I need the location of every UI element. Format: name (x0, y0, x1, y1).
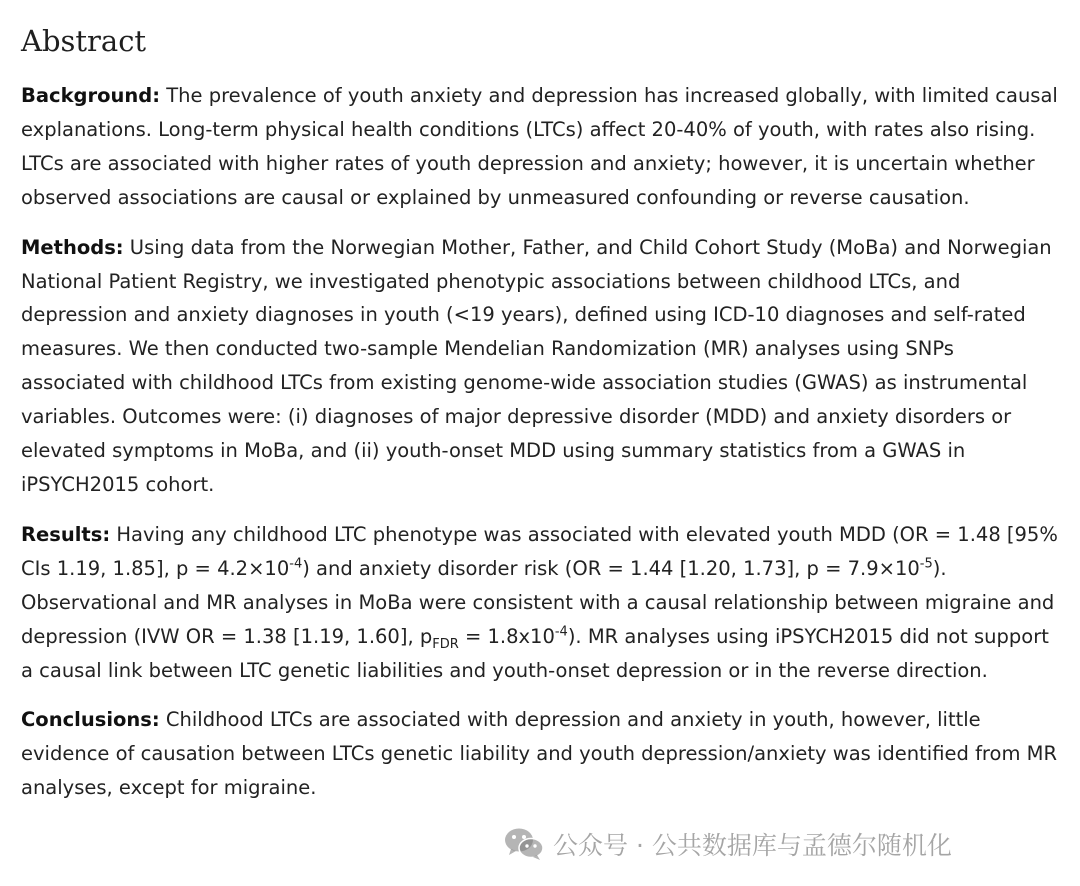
results-text-1: Having any childhood LTC phenotype was associated with elevated youth MDD (OR = 1.48 [95% CIs 1.19, 1.85], p = 4.2×10 (21, 522, 1058, 580)
results-paragraph (21, 518, 1061, 688)
methods-paragraph (21, 231, 1061, 502)
background-label: Background: (21, 84, 161, 107)
results-text-3: ). Observational and MR analyses in MoBa were consistent with a causal relationship between migraine and depression (IVW OR = 1.38 [1.19, 1.60], p (21, 556, 1055, 648)
results-text-4: = 1.8x10 (458, 624, 555, 648)
methods-text: Using data from the Norwegian Mother, Father, and Child Cohort Study (MoBa) and Norwegian National Patient Registry, we investigated phenotypic associations between childhood LTCs, and depression and anxiety diagnoses in youth (<19 years), defined using ICD-10 diagnoses and self-rated measures. We then conducted two-sample Mendelian Randomization (MR) analyses using SNPs associated with childhood LTCs from existing genome-wide association studies (GWAS) as instrumental variables. Outcomes were: (i) diagnoses of major depressive disorder (MDD) and anxiety disorders or elevated symptoms in MoBa, and (ii) youth-onset MDD using summary statistics from a GWAS in iPSYCH2015 cohort. (21, 235, 1052, 496)
watermark (503, 822, 952, 866)
results-exponent-2: -5 (919, 556, 933, 572)
background-paragraph (21, 79, 1061, 215)
abstract-section (21, 0, 1061, 805)
results-exponent-1: -4 (289, 556, 303, 572)
conclusions-paragraph (21, 703, 1061, 805)
results-text-5: ). MR analyses using iPSYCH2015 did not support a causal link between LTC genetic liabilities and youth-onset depression or in the reverse direction. (21, 624, 1049, 682)
results-subscript-fdr: FDR (432, 636, 459, 652)
results-text-2: ) and anxiety disorder risk (OR = 1.44 [1.20, 1.73], p = 7.9×10 (302, 556, 920, 580)
background-text: The prevalence of youth anxiety and depression has increased globally, with limited causal explanations. Long-term physical health conditions (LTCs) affect 20-40% of youth, with rates also rising. LTCs are associated with higher rates of youth depression and anxiety; however, it is uncertain whether observed associations are causal or explained by unmeasured confounding or reverse causation. (21, 84, 1058, 209)
wechat-icon (503, 826, 545, 862)
methods-label: Methods: (21, 235, 124, 259)
results-exponent-3: -4 (554, 624, 568, 640)
results-label: Results: (21, 522, 111, 546)
watermark-text: 公众号 · 公共数据库与孟德尔随机化 (553, 831, 952, 860)
conclusions-label: Conclusions: (21, 708, 160, 732)
conclusions-text: Childhood LTCs are associated with depression and anxiety in youth, however, little evidence of causation between LTCs genetic liability and youth depression/anxiety was identified from MR analyses, except for migraine. (21, 708, 1058, 800)
abstract-heading: Abstract (21, 24, 147, 58)
